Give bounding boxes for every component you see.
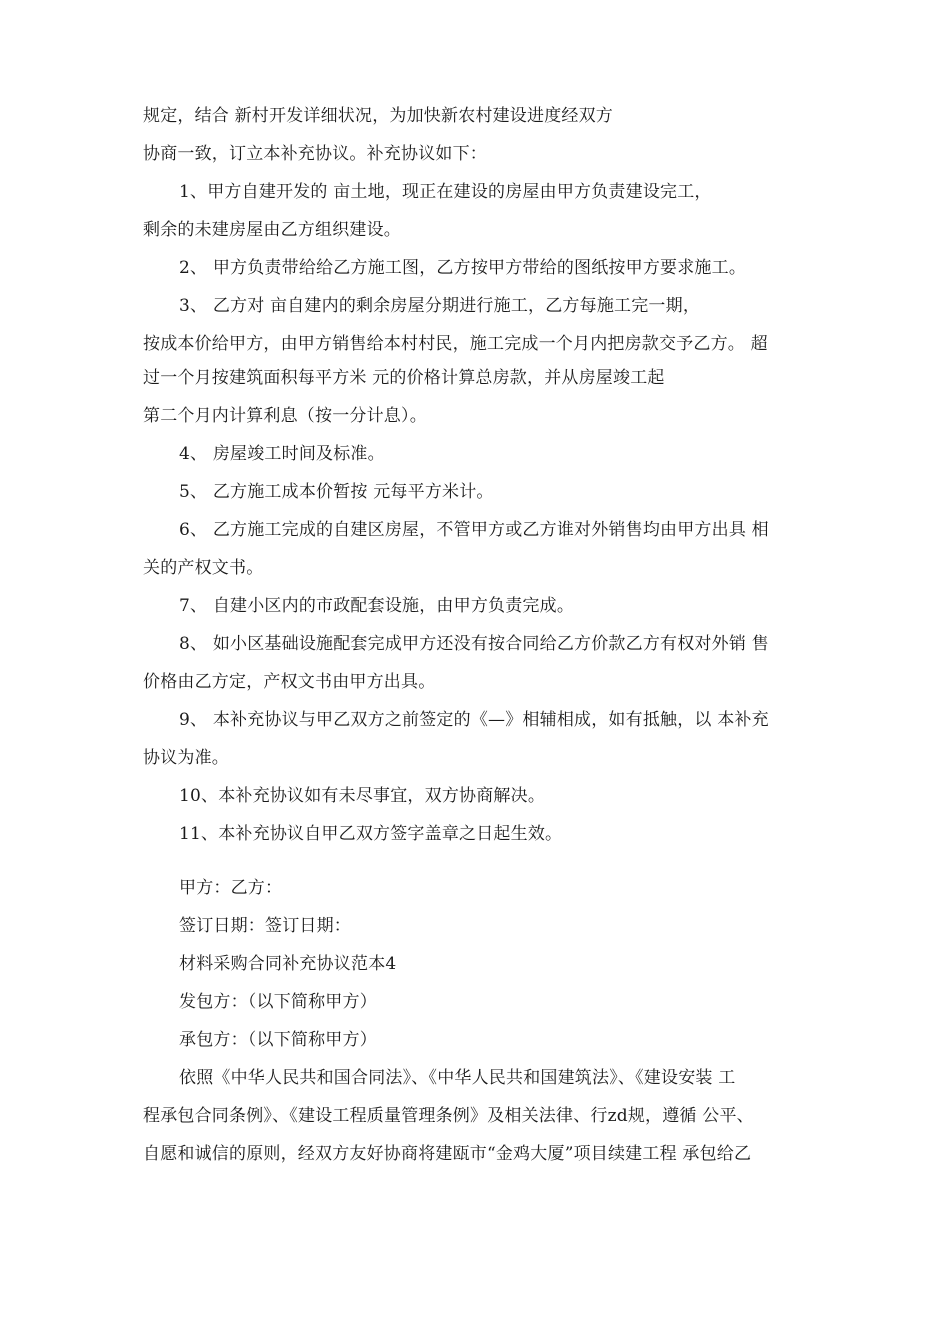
clause-3-line-1: 3、 乙方对 亩自建内的剩余房屋分期进行施工，乙方每施工完一期， (179, 296, 701, 316)
body-paragraph-line-3: 自愿和诚信的原则，经双方友好协商将建瓯市“金鸡大厦”项目续建工程 承包给乙 (143, 1144, 752, 1164)
signature-parties: 甲方：乙方： (179, 878, 283, 898)
clause-1-line-1: 1、甲方自建开发的 亩土地，现正在建设的房屋由甲方负责建设完工， (179, 182, 712, 202)
clause-6-line-1: 6、 乙方施工完成的自建区房屋，不管甲方或乙方谁对外销售均由甲方出具 相 (179, 520, 769, 540)
clause-8-line-2: 价格由乙方定，产权文书由甲方出具。 (143, 672, 436, 692)
clause-9-line-1: 9、 本补充协议与甲乙双方之前签定的《—》相辅相成，如有抵触，以 本补充 (179, 710, 769, 730)
clause-1-line-2: 剩余的未建房屋由乙方组织建设。 (143, 220, 401, 240)
clause-3-line-3: 过一个月按建筑面积每平方米 元的价格计算总房款，并从房屋竣工起 (143, 368, 665, 388)
clause-9-line-2: 协议为准。 (143, 748, 229, 768)
signature-dates: 签订日期：签订日期： (179, 916, 351, 936)
clause-11: 11、本补充协议自甲乙双方签字盖章之日起生效。 (179, 824, 563, 844)
clause-6-line-2: 关的产权文书。 (143, 558, 264, 578)
text-line-1: 规定，结合 新村开发详细状况，为加快新农村建设进度经双方 (143, 106, 614, 126)
body-paragraph-line-1: 依照《中华人民共和国合同法》、《中华人民共和国建筑法》、《建设安装 工 (179, 1068, 736, 1088)
text-line-2: 协商一致，订立本补充协议。补充协议如下： (143, 144, 487, 164)
clause-7: 7、 自建小区内的市政配套设施，由甲方负责完成。 (179, 596, 575, 616)
clause-2: 2、 甲方负责带给给乙方施工图，乙方按甲方带给的图纸按甲方要求施工。 (179, 258, 747, 278)
clause-3-line-2: 按成本价给甲方，由甲方销售给本村村民，施工完成一个月内把房款交予乙方。 超 (143, 334, 768, 354)
clause-5: 5、 乙方施工成本价暂按 元每平方米计。 (179, 482, 494, 502)
clause-4: 4、 房屋竣工时间及标准。 (179, 444, 385, 464)
contractor-party: 发包方：（以下简称甲方） (179, 992, 377, 1012)
body-paragraph-line-2: 程承包合同条例》、《建设工程质量管理条例》及相关法律、行zd规，遵循 公平、 (143, 1106, 754, 1126)
clause-10: 10、本补充协议如有未尽事宜，双方协商解决。 (179, 786, 546, 806)
contractee-party: 承包方：（以下简称甲方） (179, 1030, 377, 1050)
section-title: 材料采购合同补充协议范本4 (179, 954, 397, 974)
clause-3-line-4: 第二个月内计算利息（按一分计息）。 (143, 406, 427, 426)
clause-8-line-1: 8、 如小区基础设施配套完成甲方还没有按合同给乙方价款乙方有权对外销 售 (179, 634, 769, 654)
